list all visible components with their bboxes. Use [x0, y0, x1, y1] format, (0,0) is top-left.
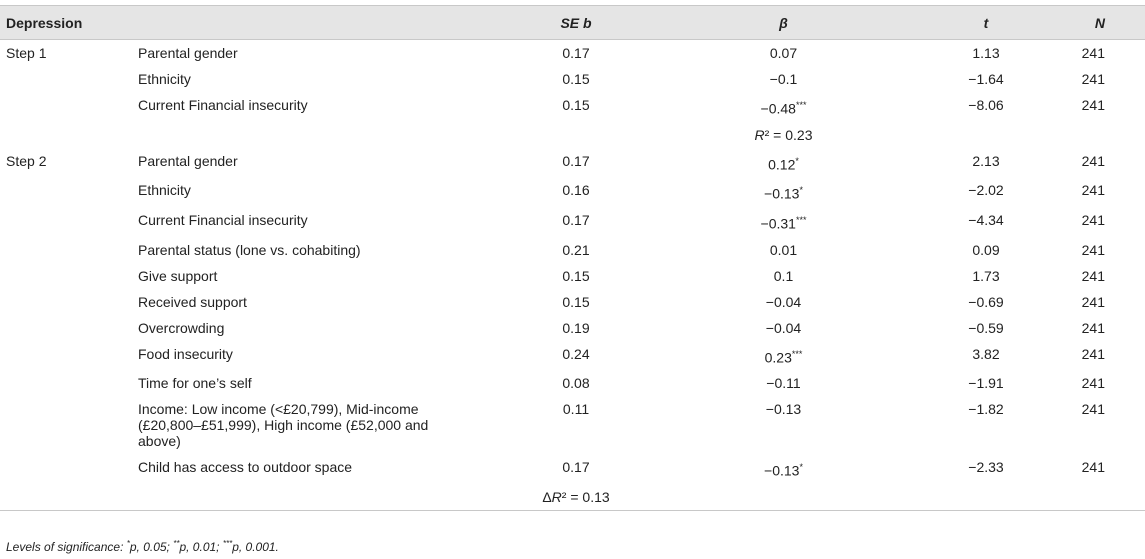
cell-step	[0, 122, 138, 148]
header-depression: Depression	[0, 6, 138, 40]
cell-variable: Overcrowding	[138, 319, 225, 336]
table-row	[0, 263, 1145, 289]
cell-n: 241	[1081, 71, 1105, 87]
cell-variable: Child has access to outdoor space	[138, 459, 353, 476]
cell-n: 241	[1081, 375, 1105, 392]
cell-step	[0, 289, 138, 315]
footnote-marker-3: ***	[222, 539, 233, 548]
cell-se-b: 0.17	[562, 459, 590, 476]
cell-t: −8.06	[968, 97, 1004, 113]
table-row	[0, 370, 1145, 396]
cell-variable: Current Financial insecurity	[138, 97, 308, 113]
footnote-prefix: Levels of significance:	[6, 540, 127, 554]
table-row	[0, 315, 1145, 341]
cell-t: 3.82	[972, 345, 1000, 362]
cell-se-b: 0.17	[562, 211, 590, 228]
cell-se-b: 0.15	[562, 97, 590, 113]
cell-variable: Income: Low income (<£20,799), Mid-income (£20,800–£51,999), High income (£52,000 and above)	[138, 401, 429, 450]
cell-n	[1081, 122, 1145, 148]
table-header-row	[0, 6, 1145, 40]
table-row	[0, 40, 1145, 67]
cell-beta: −0.13	[765, 401, 802, 418]
cell-se-b: ΔR² = 0.13	[476, 484, 676, 511]
regression-table	[0, 5, 1145, 511]
cell-beta: −0.11	[766, 375, 801, 392]
table-row	[0, 289, 1145, 315]
cell-se-b: 0.08	[562, 375, 590, 392]
table-body	[0, 40, 1145, 511]
cell-variable	[138, 484, 476, 511]
header-variable	[138, 6, 476, 40]
cell-step	[0, 237, 138, 263]
cell-t: −0.69	[968, 293, 1004, 310]
cell-variable: Received support	[138, 293, 247, 310]
cell-t: 1.13	[972, 45, 1000, 61]
cell-n: 241	[1081, 97, 1105, 113]
cell-variable: Parental status (lone vs. cohabiting)	[138, 241, 361, 258]
cell-step	[0, 484, 138, 511]
cell-n: 241	[1081, 182, 1105, 199]
cell-se-b: 0.19	[562, 319, 590, 336]
cell-beta: −0.13*	[764, 185, 803, 202]
header-beta: β	[676, 6, 891, 40]
table-row	[0, 396, 1145, 454]
cell-beta: −0.04	[765, 293, 802, 310]
cell-t: −1.91	[968, 375, 1004, 392]
cell-n: 241	[1081, 241, 1105, 258]
table-row	[0, 454, 1145, 484]
table-row	[0, 122, 1145, 148]
cell-step	[0, 454, 138, 484]
cell-beta: 0.12*	[768, 155, 799, 173]
cell-t: 1.73	[972, 267, 1000, 284]
cell-step: Step 2	[6, 152, 47, 169]
cell-variable: Ethnicity	[138, 71, 191, 87]
cell-step	[0, 66, 138, 92]
cell-step	[0, 315, 138, 341]
cell-se-b: 0.21	[562, 241, 590, 258]
cell-variable: Food insecurity	[138, 345, 233, 362]
cell-step	[0, 370, 138, 396]
cell-se-b: 0.15	[562, 71, 590, 87]
cell-variable: Parental gender	[138, 45, 238, 61]
cell-step: Step 1	[6, 45, 47, 61]
cell-variable	[138, 122, 476, 148]
cell-beta: 0.07	[769, 45, 798, 61]
table-row	[0, 177, 1145, 207]
cell-variable: Parental gender	[138, 152, 238, 169]
cell-n: 241	[1081, 459, 1105, 476]
cell-beta: 0.01	[769, 241, 798, 258]
cell-beta: −0.1	[769, 71, 798, 87]
cell-n	[1081, 484, 1145, 511]
cell-se-b: 0.15	[562, 293, 590, 310]
cell-step	[0, 263, 138, 289]
cell-se-b: 0.16	[562, 182, 590, 199]
cell-beta: −0.04	[765, 319, 802, 336]
cell-t	[891, 484, 1081, 511]
cell-beta: −0.31***	[760, 214, 807, 232]
cell-n: 241	[1081, 211, 1105, 228]
table-row	[0, 92, 1145, 122]
table-footnote	[6, 539, 279, 554]
cell-se-b: 0.11	[562, 401, 590, 418]
footnote-level-1: p, 0.05;	[129, 540, 174, 554]
cell-beta: 0.1	[773, 267, 794, 284]
table-row	[0, 484, 1145, 511]
cell-variable: Ethnicity	[138, 182, 191, 199]
footnote-marker-2: **	[173, 539, 180, 548]
footnote-marker-1: *	[126, 539, 130, 548]
cell-t: −0.59	[968, 319, 1004, 336]
cell-variable: Time for one’s self	[138, 375, 252, 392]
table-row	[0, 207, 1145, 237]
cell-step	[0, 177, 138, 207]
footnote-level-3: p, 0.001.	[232, 540, 279, 554]
cell-variable: Current Financial insecurity	[138, 211, 308, 228]
cell-n: 241	[1081, 345, 1105, 362]
cell-t: 2.13	[972, 152, 1000, 169]
cell-beta: R² = 0.23	[754, 126, 813, 143]
cell-se-b	[476, 122, 676, 148]
cell-n: 241	[1081, 319, 1105, 336]
cell-variable: Give support	[138, 267, 218, 284]
cell-beta: −0.13*	[764, 462, 803, 479]
cell-n: 241	[1081, 45, 1105, 61]
cell-t: −4.34	[968, 211, 1004, 228]
table-row	[0, 148, 1145, 178]
cell-step	[0, 341, 138, 371]
cell-step	[0, 207, 138, 237]
cell-se-b: 0.17	[562, 45, 590, 61]
cell-se-b: 0.15	[562, 267, 590, 284]
header-n: N	[1081, 6, 1145, 40]
table-row	[0, 341, 1145, 371]
cell-t: −2.33	[968, 459, 1004, 476]
cell-t: −1.82	[968, 401, 1004, 418]
cell-t: 0.09	[972, 241, 1000, 258]
footnote-level-2: p, 0.01;	[179, 540, 223, 554]
header-t: t	[891, 6, 1081, 40]
cell-step	[0, 396, 138, 454]
cell-t	[891, 122, 1081, 148]
cell-n: 241	[1081, 267, 1105, 284]
table-row	[0, 66, 1145, 92]
header-se-b: SE b	[476, 6, 676, 40]
table-row	[0, 237, 1145, 263]
cell-t: −1.64	[968, 71, 1004, 87]
cell-n: 241	[1081, 293, 1105, 310]
cell-n: 241	[1081, 401, 1105, 418]
cell-beta	[676, 484, 891, 511]
cell-se-b: 0.17	[562, 152, 590, 169]
cell-beta: −0.48***	[760, 100, 807, 117]
cell-beta: 0.23***	[764, 348, 803, 366]
cell-t: −2.02	[968, 182, 1004, 199]
cell-step	[0, 92, 138, 122]
cell-n: 241	[1081, 152, 1105, 169]
cell-se-b: 0.24	[562, 345, 590, 362]
